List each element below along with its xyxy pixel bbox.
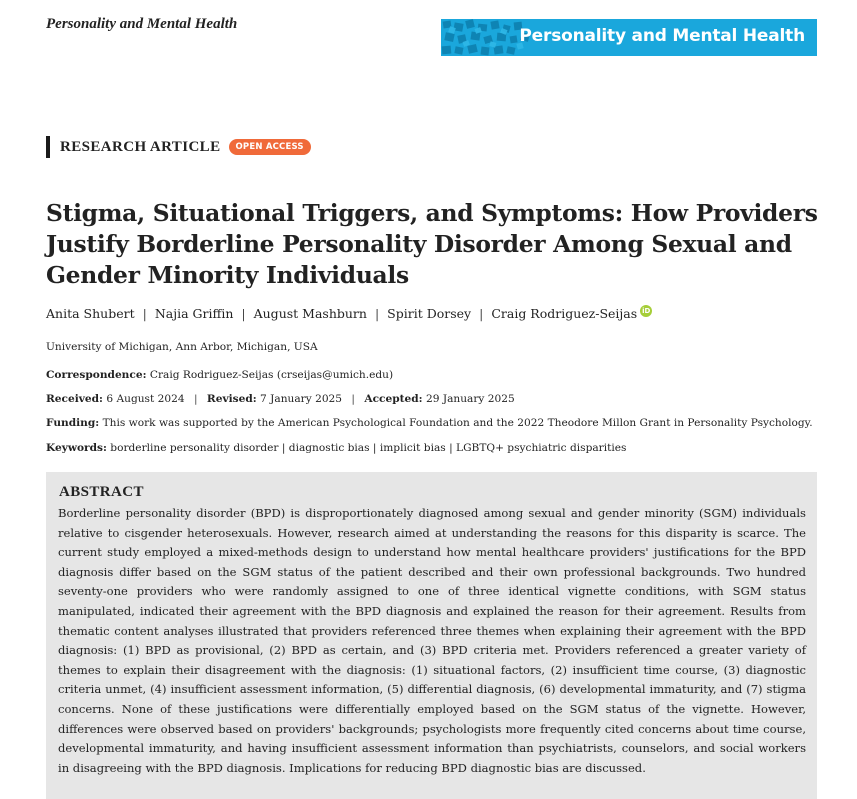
author-separator: | — [142, 306, 147, 321]
open-access-badge[interactable]: OPEN ACCESS — [229, 139, 311, 155]
journal-banner[interactable] — [441, 19, 817, 56]
keywords-line — [46, 442, 627, 454]
funding-line — [46, 417, 813, 429]
article-type: RESEARCH ARTICLE — [60, 138, 221, 155]
abstract-box — [46, 472, 817, 799]
revised-label: Revised: — [206, 393, 257, 405]
author-list — [46, 306, 652, 321]
date-separator: | — [351, 393, 355, 405]
accepted-label: Accepted: — [364, 393, 423, 405]
author-separator: | — [479, 306, 484, 321]
correspondence-label: Correspondence: — [46, 369, 147, 381]
correspondence-line — [46, 369, 393, 381]
author-name[interactable]: Craig Rodriguez-Seijas — [491, 306, 638, 321]
journal-name: Personality and Mental Health — [46, 16, 238, 32]
revised-date: 7 January 2025 — [260, 393, 343, 405]
keywords-label: Keywords: — [46, 442, 107, 454]
author-separator: | — [241, 306, 246, 321]
date-separator: | — [193, 393, 198, 405]
funding-value: This work was supported by the American Psychological Foundation and the 2022 Theodore Millon Grant in Personality Psychology. — [102, 417, 813, 429]
received-date: 6 August 2024 — [106, 393, 185, 405]
author-name[interactable]: Najia Griffin — [154, 306, 234, 321]
author-name[interactable]: Spirit Dorsey — [387, 306, 472, 321]
affiliation: University of Michigan, Ann Arbor, Michigan, USA — [46, 341, 318, 353]
orcid-icon[interactable]: iD — [642, 306, 651, 315]
article-type-bar — [46, 136, 50, 158]
author-name[interactable]: Anita Shubert — [46, 306, 135, 321]
abstract-heading: ABSTRACT — [59, 484, 144, 500]
dates-line — [46, 393, 515, 405]
correspondence-value[interactable]: Craig Rodriguez-Seijas (crseijas@umich.edu) — [149, 369, 394, 381]
received-label: Received: — [46, 393, 103, 405]
article-title: Stigma, Situational Triggers, and Symptoms: How Providers Justify Borderline Personality Disorder Among Sexual and Gender Minority Individuals — [46, 199, 818, 289]
funding-label: Funding: — [46, 417, 100, 429]
keywords-value: borderline personality disorder | diagnostic bias | implicit bias | LGBTQ+ psychiatric disparities — [110, 442, 627, 454]
article-type-row — [46, 136, 311, 158]
abstract-text: Borderline personality disorder (BPD) is disproportionately diagnosed among sexual and gender minority (SGM) individuals relative to cisgender heterosexuals. However, research aimed at understanding the reasons for this disparity is scarce. The current study employed a mixed-methods design to understand how mental healthcare providers' justifications for the BPD diagnosis differ based on the SGM status of the patient described and their own professional backgrounds. Two hundred seventy-one providers who were randomly assigned to one of three identical vignette conditions, with SGM status manipulated, indicated their agreement with the BPD diagnosis and explained the reason for their agreement. Results from thematic content analyses illustrated that providers referenced three themes when explaining their agreement with the BPD diagnosis: (1) BPD as provisional, (2) BPD as certain, and (3) BPD criteria met. Providers referenced a greater variety of themes to explain their disagreement with the diagnosis: (1) situational factors, (2) insufficient time course, (3) diagnostic criteria unmet, (4) insufficient assessment information, (5) differential diagnosis, (6) developmental immaturity, and (7) stigma concerns. None of these justifications were differentially employed based on the SGM status of the vignette. However, differences were observed based on providers' backgrounds; psychologists more frequently cited concerns about time course, developmental immaturity, and having insufficient assessment information than psychiatrists, counselors, and social workers in disagreeing with the BPD diagnosis. Implications for reducing BPD diagnostic bias are discussed. — [58, 506, 806, 775]
author-separator: | — [374, 306, 380, 321]
author-name[interactable]: August Mashburn — [253, 306, 367, 321]
accepted-date: 29 January 2025 — [425, 393, 515, 405]
banner-title: Personality and Mental Health — [519, 26, 805, 46]
